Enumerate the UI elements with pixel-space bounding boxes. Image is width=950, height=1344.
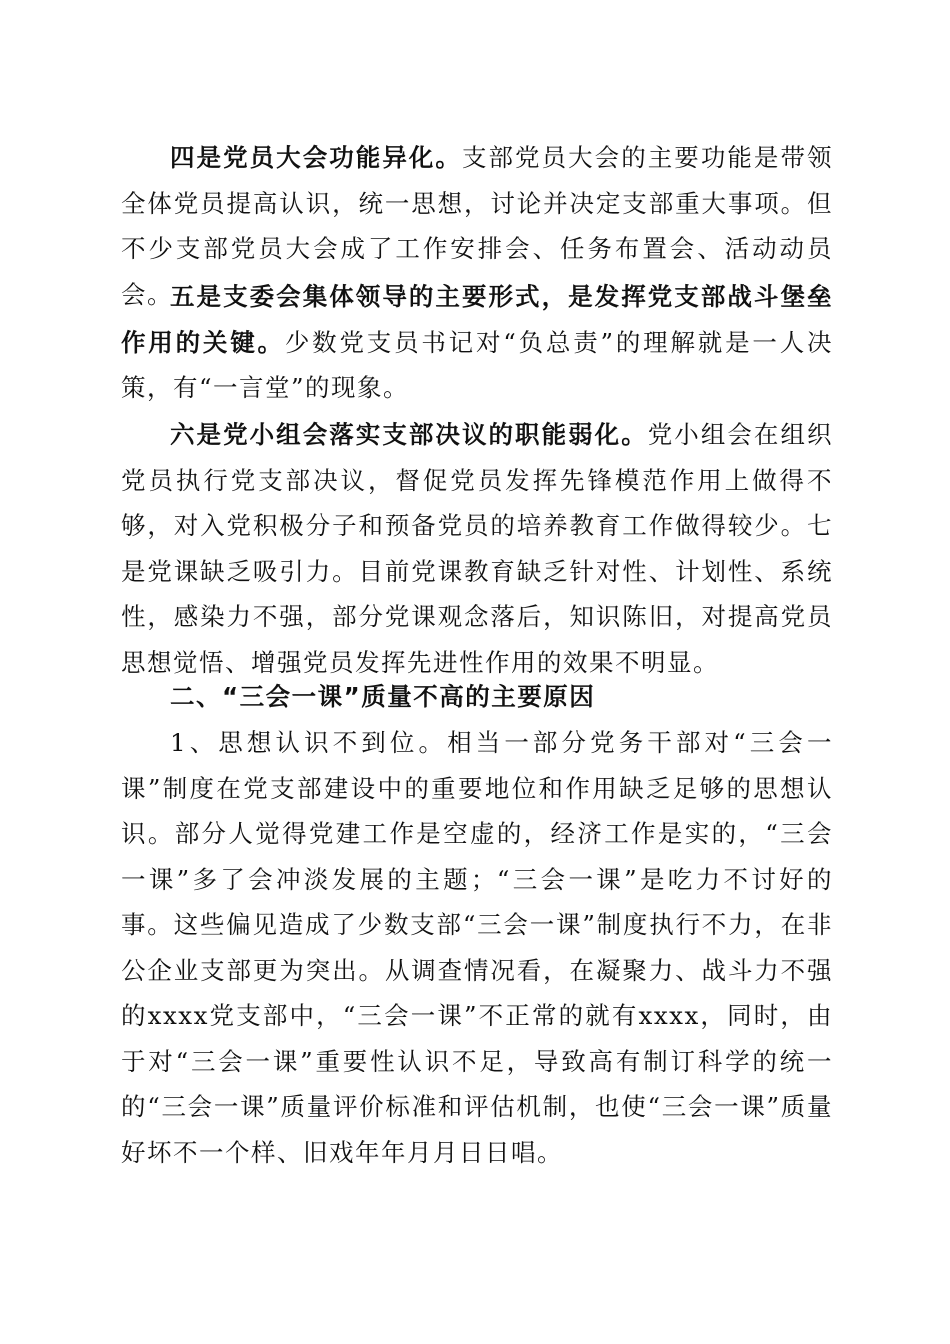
paragraph-1-body: 支部党员大会的主要功能是带领全体党员提高认识，统一思想，讨论并决定支部重大事项。但不少支部党员大会成了工作安排会、任务布置会、活动动员会。 [121, 143, 834, 309]
section-heading: 二、“三会一课”质量不高的主要原因 [170, 682, 596, 711]
paragraph-1-lead: 四是党员大会功能异化。 [170, 143, 462, 172]
paragraph-4 [121, 720, 833, 1175]
paragraph-branch-committee [121, 274, 833, 411]
paragraph-2-lead: 五是支委会集体领导的主要形式，是发挥党支部战斗堡垒作用的关键。 [121, 282, 833, 357]
paragraph-3-lead: 六是党小组会落实支部决议的职能弱化。 [170, 420, 648, 449]
paragraph-2-body: 少数党支员书记对“负总责”的理解就是一人决策，有“一言堂”的现象。 [121, 327, 833, 402]
paragraph-party-group [121, 412, 833, 685]
paragraph-3 [121, 412, 833, 685]
paragraph-2 [121, 274, 833, 411]
paragraph-3-body: 党小组会在组织党员执行党支部决议，督促党员发挥先锋模范作用上做得不够，对入党积极分子和预备党员的培养教育工作做得较少。七是党课缺乏吸引力。目前党课教育缺乏针对性、计划性、系统性，感染力不强，部分党课观念落后，知识陈旧，对提高党员思想觉悟、增强党员发挥先进性作用的效果不明显。 [121, 420, 833, 677]
paragraph-4-body: 1、思想认识不到位。相当一部分党务干部对“三会一课”制度在党支部建设中的重要地位和作用缺乏足够的思想认识。部分人觉得党建工作是空虚的，经济工作是实的，“三会一课”多了会冲淡发展的主题；“三会一课”是吃力不讨好的事。这些偏见造成了少数支部“三会一课”制度执行不力，在非公企业支部更为突出。从调查情况看，在凝聚力、战斗力不强的xxxx党支部中，“三会一课”不正常的就有xxxx，同时，由于对“三会一课”重要性认识不足，导致高有制订科学的统一的“三会一课”质量评价标准和评估机制，也使“三会一课”质量好坏不一个样、旧戏年年月月日日唱。 [121, 728, 833, 1167]
section-heading-block [121, 674, 833, 720]
paragraph-awareness [121, 720, 833, 1175]
